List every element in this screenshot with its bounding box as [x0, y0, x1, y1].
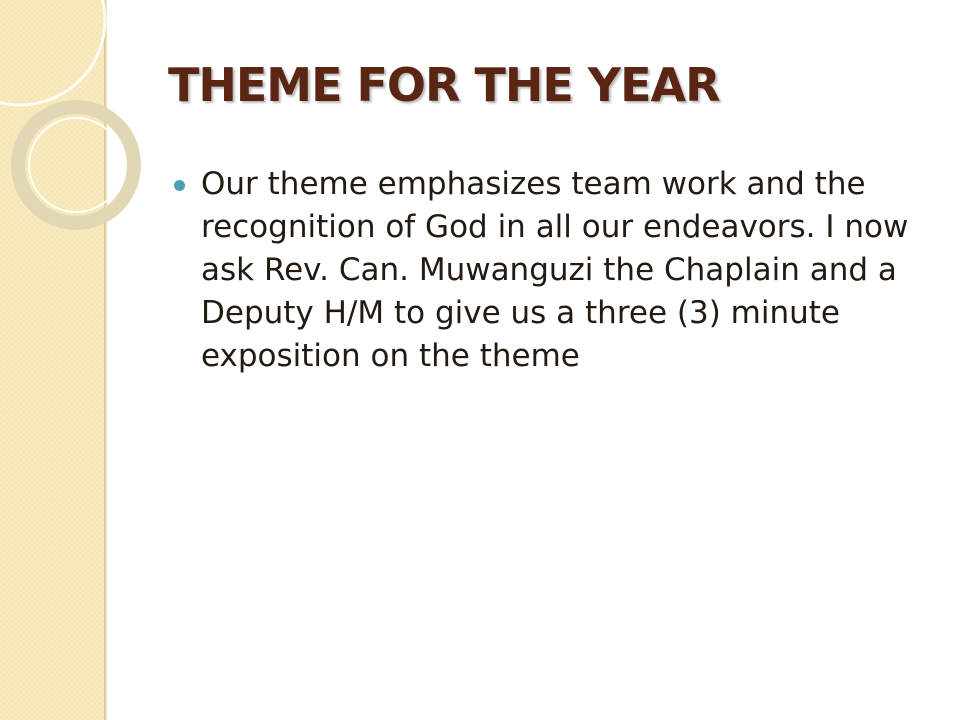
- bullet-point-icon: [174, 180, 185, 191]
- slide-title: THEME FOR THE YEAR: [168, 58, 720, 112]
- bullet-item: [172, 163, 942, 378]
- bullet-text: Our theme emphasizes team work and the recognition of God in all our endeavors. I now ask Rev. Can. Muwanguzi the Chaplain and a Deputy H/M to give us a three (3) minute exposition on the theme: [201, 166, 909, 374]
- bullet-list: [172, 163, 942, 378]
- ring-outer-circle: [18, 107, 134, 223]
- ring-inner-circle: [29, 118, 123, 212]
- decorative-circles: [0, 0, 130, 250]
- large-arc-circle: [0, 0, 105, 105]
